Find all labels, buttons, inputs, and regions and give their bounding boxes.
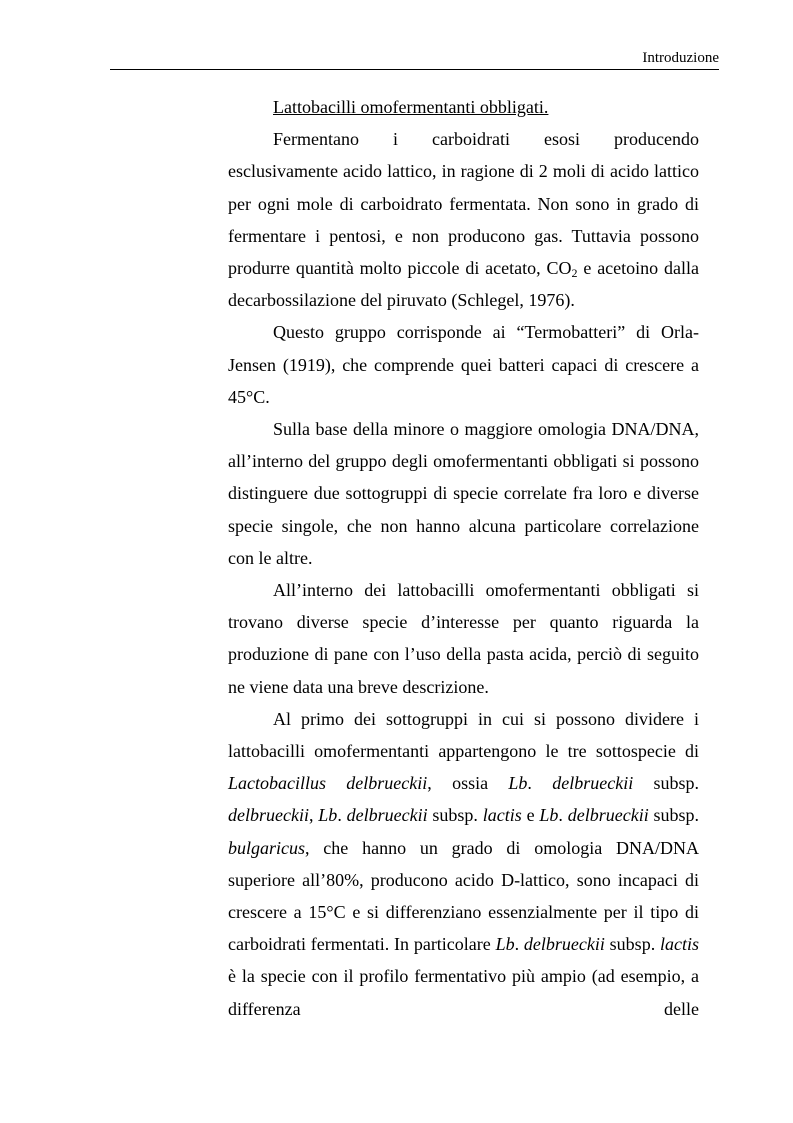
p5-text: e — [521, 805, 540, 826]
p5-text: , ossia — [427, 773, 509, 794]
paragraph-1-text-end: e acetoino dalla decarbossilazione del piruvato (Schlegel, 1976). — [228, 258, 699, 311]
paragraph-1-text: esclusivamente acido lattico, in ragione di 2 moli di acido lattico per ogni mole di carboidrato fermentata. Non sono in grado di fermentare i pentosi, e non producono gas. Tuttavia possono produrre quantità molto piccole di acetato, CO — [228, 161, 699, 279]
p5-species: Lb — [539, 805, 559, 826]
p5-text: subsp. — [633, 773, 700, 794]
header-rule — [110, 69, 719, 70]
p5-species: bulgaricus — [228, 837, 306, 858]
body-text — [228, 91, 699, 1025]
p5-species: Lb — [508, 773, 528, 794]
p5-species: Lb — [495, 934, 515, 955]
paragraph-4: All’interno dei lattobacilli omofermentanti obbligati si trovano diverse specie d’interesse per quanto riguarda la produzione di pane con l’uso della pasta acida, perciò di seguito ne viene data una breve descrizione. — [228, 580, 699, 697]
p5-text: . — [558, 805, 568, 826]
p5-species: lactis — [482, 805, 522, 826]
section-heading: Lattobacilli omofermentanti obbligati. — [273, 97, 549, 117]
p5-text: subsp. — [427, 805, 483, 826]
p5-species: lactis — [660, 934, 699, 955]
p5-species: delbrueckii — [567, 805, 649, 826]
p5-text: , — [308, 805, 319, 826]
p5-text: . — [337, 805, 347, 826]
p5-species: delbrueckii — [346, 805, 428, 826]
paragraph-2: Questo gruppo corrisponde ai “Termobatteri” di Orla-Jensen (1919), che comprende quei batteri capaci di crescere a 45°C. — [228, 322, 699, 407]
p5-text: subsp. — [604, 934, 660, 955]
p5-text: subsp. — [648, 805, 700, 826]
paragraph-1 — [228, 123, 699, 316]
paragraph-3: Sulla base della minore o maggiore omologia DNA/DNA, all’interno del gruppo degli omofermentanti obbligati si possono distinguere due sottogruppi di specie correlate fra loro e diverse specie singole, che non hanno alcuna particolare correlazione con le altre. — [228, 419, 699, 568]
p5-species: Lb — [318, 805, 338, 826]
co2-subscript: 2 — [571, 266, 578, 281]
paragraph-1-first-line: Fermentano i carboidrati esosi producendo — [273, 129, 699, 150]
p5-species: delbrueckii — [523, 934, 605, 955]
paragraph-5 — [228, 703, 699, 1025]
p5-text: Al primo dei sottogruppi in cui si possono dividere i lattobacilli omofermentanti appartengono le tre sottospecie di — [228, 708, 699, 762]
p5-species: delbrueckii — [552, 773, 634, 794]
p5-text: , che hanno un grado di omologia DNA/DNA superiore all’80%, producono acido D-lattico, sono incapaci di crescere a 15°C e si differenziano essenzialmente per il tipo di carboidrati fermentati. In particolare — [228, 837, 699, 955]
p5-text: . — [514, 934, 524, 955]
p5-text: è la specie con il profilo fermentativo più ampio (ad esempio, a differenza delle — [228, 966, 699, 1019]
p5-species: delbrueckii — [228, 805, 309, 826]
p5-species: Lactobacillus delbrueckii — [228, 773, 428, 794]
running-header: Introduzione — [642, 50, 719, 66]
p5-text: . — [527, 773, 553, 794]
